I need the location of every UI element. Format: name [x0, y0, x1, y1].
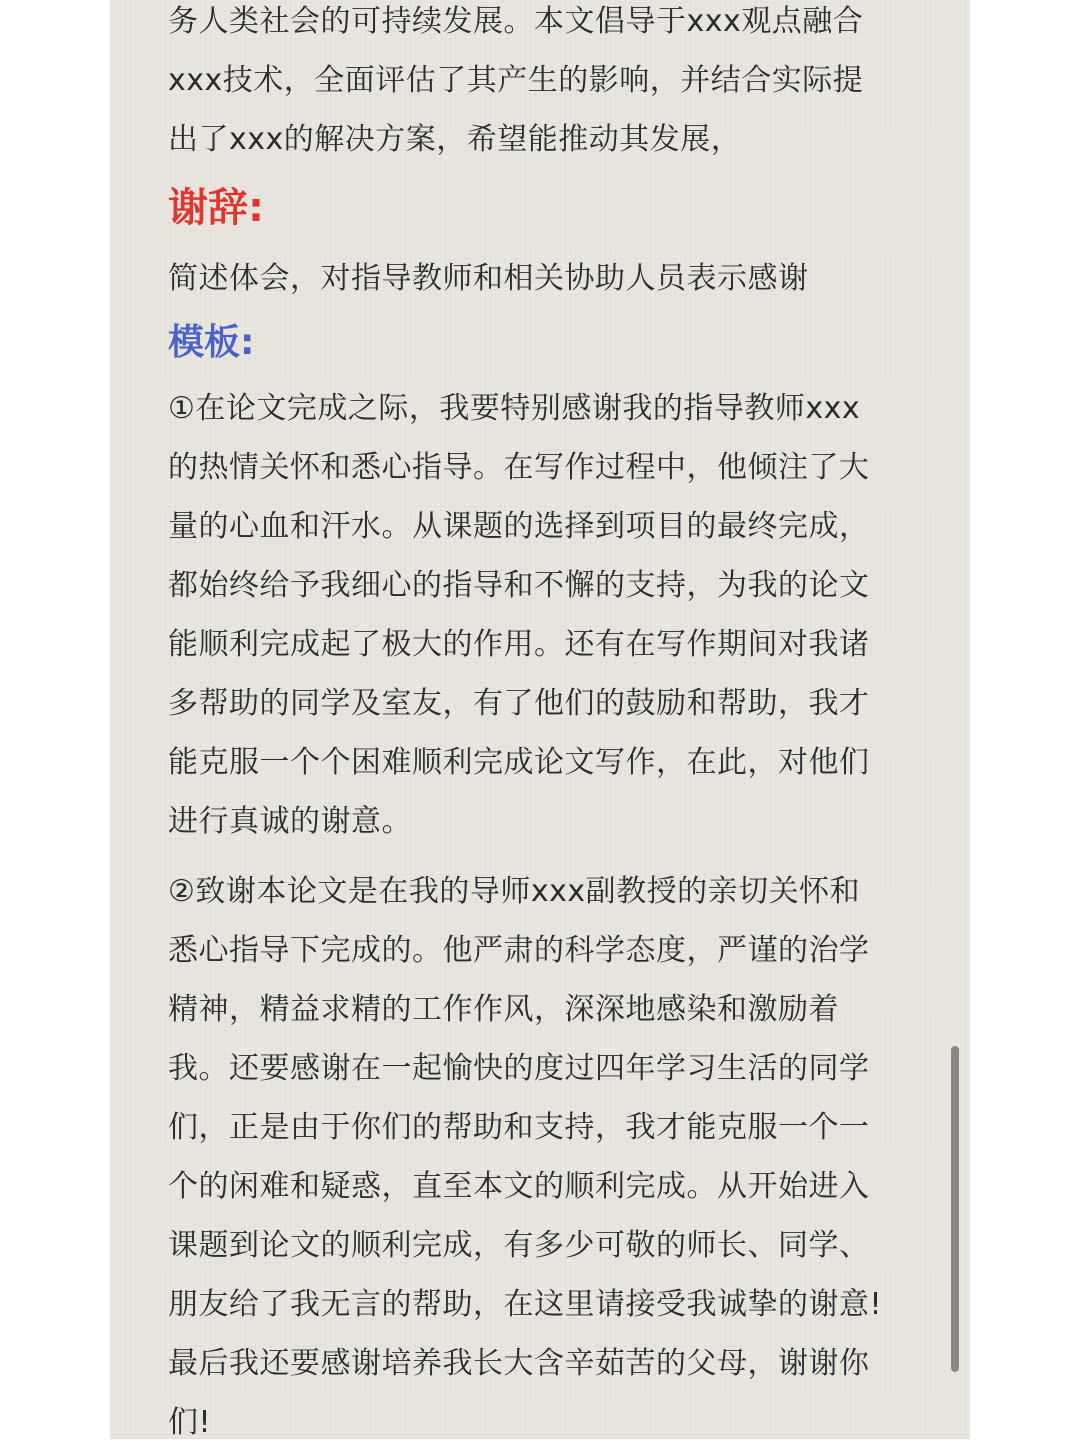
sample-1-line: 能顺利完成起了极大的作用。还有在写作期间对我诸 — [168, 627, 870, 662]
sample-2-line: 个的闲难和疑惑，直至本文的顺利完成。从开始进入 — [168, 1169, 870, 1204]
sample-1-line: 进行真诚的谢意。 — [168, 804, 412, 839]
sample-2-line: 精神，精益求精的工作作风，深深地感染和激励着 — [168, 992, 839, 1027]
sample-2-line: 们! — [168, 1405, 212, 1440]
intro-paragraph — [168, 0, 928, 169]
sample-1-line: ①在论文完成之际，我要特别感谢我的指导教师xxx — [168, 391, 861, 426]
sample-1-line: 能克服一个个困难顺利完成论文写作，在此，对他们 — [168, 745, 870, 780]
intro-line: 出了xxx的解决方案，希望能推动其发展， — [168, 122, 742, 157]
scrollbar-thumb[interactable] — [951, 1046, 959, 1372]
template-sample-1 — [168, 379, 928, 851]
acknowledgement-heading: 谢辞: — [168, 185, 264, 231]
sample-2-line: 朋友给了我无言的帮助，在这里请接受我诚挚的谢意! — [168, 1287, 883, 1322]
sample-2-line: 们，正是由于你们的帮助和支持，我才能克服一个一 — [168, 1110, 870, 1145]
template-heading: 模板: — [168, 322, 255, 363]
sample-1-line: 量的心血和汗水。从课题的选择到项目的最终完成， — [168, 509, 870, 544]
acknowledgement-description: 简述体会，对指导教师和相关协助人员表示感谢 — [168, 261, 809, 296]
intro-line: 务人类社会的可持续发展。本文倡导于xxx观点融合 — [168, 4, 864, 39]
sample-2-line: ②致谢本论文是在我的导师xxx副教授的亲切关怀和 — [168, 874, 861, 909]
sample-2-line: 我。还要感谢在一起愉快的度过四年学习生活的同学 — [168, 1051, 870, 1086]
sample-2-line: 悉心指导下完成的。他严肃的科学态度，严谨的治学 — [168, 933, 870, 968]
sample-1-line: 多帮助的同学及室友，有了他们的鼓励和帮助，我才 — [168, 686, 870, 721]
sample-2-line: 最后我还要感谢培养我长大含辛茹苦的父母，谢谢你 — [168, 1346, 870, 1381]
intro-line: xxx技术，全面评估了其产生的影响，并结合实际提 — [168, 63, 864, 98]
sample-2-line: 课题到论文的顺利完成，有多少可敬的师长、同学、 — [168, 1228, 870, 1263]
template-sample-2 — [168, 862, 928, 1452]
sample-1-line: 都始终给予我细心的指导和不懈的支持，为我的论文 — [168, 568, 870, 603]
sample-1-line: 的热情关怀和悉心指导。在写作过程中，他倾注了大 — [168, 450, 870, 485]
